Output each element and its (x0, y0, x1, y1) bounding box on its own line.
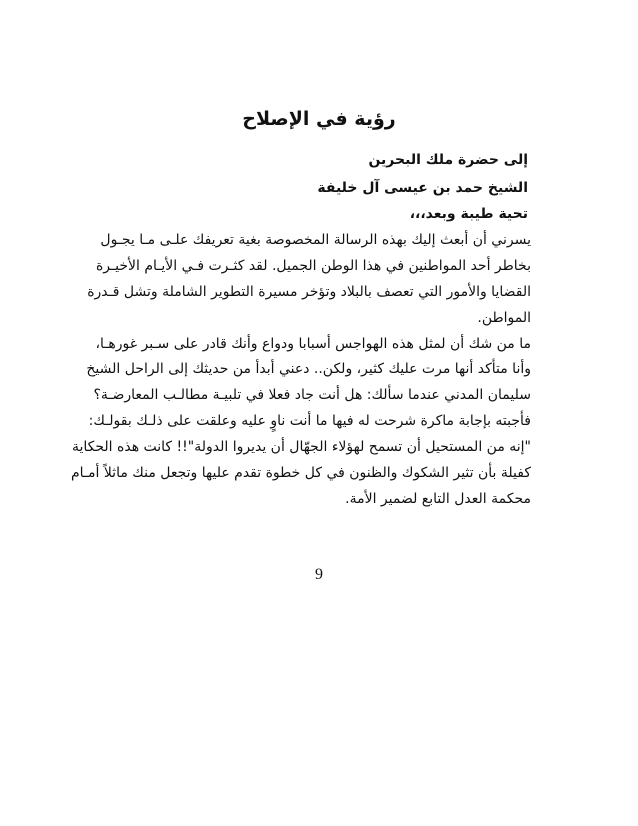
text-line: ما من شك أن لمثل هذه الهواجس أسبابا ودواع وأنك قادر على سـبر غورهـا، (95, 335, 531, 352)
greeting-recipient-line: إلى حضرة ملك البحرين (368, 152, 528, 168)
text-line: "إنه من المستحيل أن تسمح لهؤلاء الجهّال أن يديروا الدولة"!! كانت هذه الحكاية (71, 439, 531, 456)
text-line: القضايا والأمور التي تعصف بالبلاد وتؤخر مسيرة التطوير الشاملة وتشل قـدرة (87, 283, 531, 300)
paragraph-2 (70, 332, 531, 513)
letter-body (70, 228, 531, 513)
paragraph-1 (87, 228, 531, 332)
text-line: كفيلة بأن تثير الشكوك والظنون في كل خطوة تقدم عليها وتجعل منك ماثلاً أمـام (70, 465, 531, 482)
page-number: 9 (315, 566, 323, 583)
text-line: محكمة العدل التابع لضمير الأمة. (345, 490, 531, 507)
text-line: سليمان المدني عندما سألك: هل أنت جاد فعلا في تلبيـة مطالـب المعارضـة؟ (93, 387, 531, 404)
greeting-salutation-line: تحية طيبة وبعد،،، (409, 206, 528, 222)
text-line: المواطن. (477, 309, 531, 326)
text-line: وأنا متأكد أنها مرت عليك كثير، ولكن.. دعني أبدأ من حديثك إلى الراحل الشيخ (86, 361, 531, 378)
greeting-name-line: الشيخ حمد بن عيسى آل خليفة (317, 180, 528, 196)
text-line: يسرني أن أبعث إليك بهذه الرسالة المخصوصة بغية تعريفك علـى مـا يجـول (100, 232, 531, 248)
text-line: بخاطر أحد المواطنين في هذا الوطن الجميل. لقد كثـرت فـي الأيـام الأخيـرة (95, 257, 531, 274)
page-title: رؤية في الإصلاح (242, 108, 396, 130)
text-line: فأجبته بإجابة ماكرة شرحت له فيها ما أنت ناوٍ عليه وعلقت على ذلـك بقولـك: (88, 413, 531, 430)
